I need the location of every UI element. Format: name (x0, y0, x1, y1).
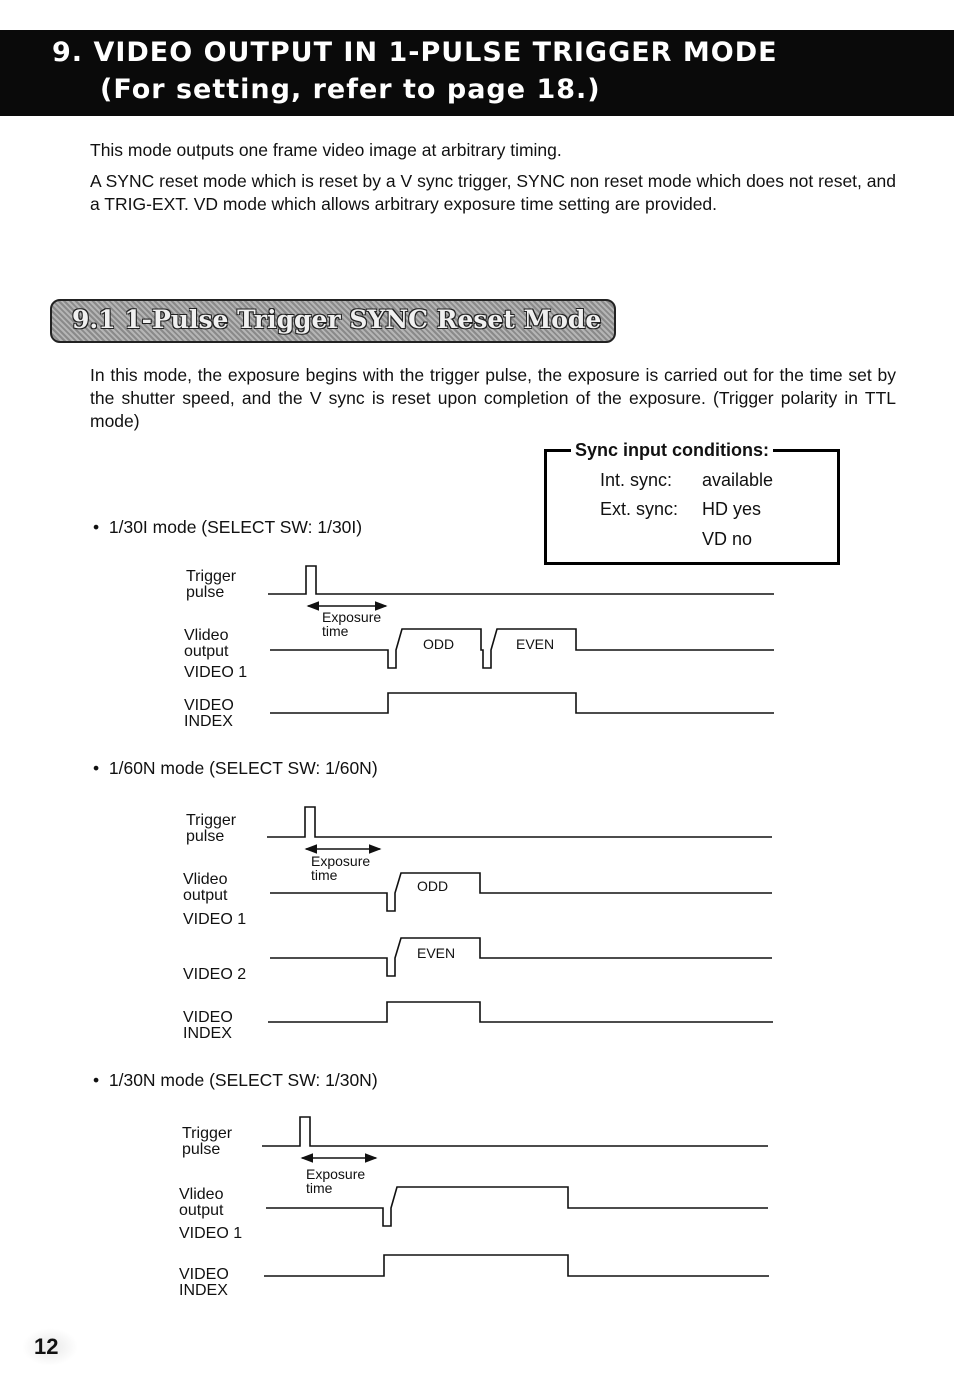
intro-paragraph-1: This mode outputs one frame video image at arbitrary timing. (90, 140, 562, 160)
bullet: • (93, 1070, 100, 1090)
signal-label: Trigger pulse (182, 1125, 233, 1158)
page-number-badge (22, 1328, 78, 1366)
diagram-1/30i (184, 566, 774, 730)
field-label-odd: ODD (423, 636, 455, 652)
field-label-even: EVEN (516, 636, 555, 652)
signal-label: VIDEO 1 (184, 664, 248, 681)
mode-3-text: 1/30N mode (SELECT SW: 1/30N) (108, 1070, 378, 1090)
section-description: In this mode, the exposure begins with the trigger pulse, the exposure is carried out for the time set by the shutter speed, and the V sync is reset upon completion of the exposure. (Trigger polarity in TTL mode) (90, 365, 896, 431)
signal-label: VIDEO 2 (183, 966, 247, 983)
trigger-pulse-waveform (262, 1117, 768, 1146)
video-index-waveform (264, 1255, 769, 1276)
signal-label: Trigger pulse (186, 568, 237, 601)
sync-conditions-header: Sync input conditions: (571, 440, 773, 461)
ext-sync-value-vd: VD no (702, 529, 753, 549)
diagram-1/60n (183, 807, 773, 1042)
ext-sync-label: Ext. sync: (600, 499, 679, 519)
signal-label: Trigger pulse (186, 812, 237, 845)
signal-label: VIDEO INDEX (183, 1009, 233, 1042)
signal-label: VIDEO 1 (179, 1225, 243, 1242)
int-sync-label: Int. sync: (600, 470, 673, 490)
video-index-waveform (268, 1002, 773, 1022)
int-sync-value: available (702, 470, 774, 490)
page-title-line2: (For setting, refer to page 18.) (100, 74, 601, 105)
page-title-line1: 9. VIDEO OUTPUT IN 1-PULSE TRIGGER MODE (52, 37, 778, 68)
ext-sync-value-hd: HD yes (702, 499, 762, 519)
signal-label: Exposure time (306, 1166, 366, 1196)
signal-label: Vlideo output (183, 871, 228, 904)
signal-label: Exposure time (322, 609, 382, 639)
video-1-waveform (270, 873, 772, 911)
page-number: 12 (34, 1334, 59, 1359)
field-label-odd: ODD (417, 878, 449, 894)
video-1-waveform (266, 1187, 768, 1226)
mode-1-text: 1/30I mode (SELECT SW: 1/30I) (108, 517, 363, 537)
signal-label: Vlideo output (184, 627, 229, 660)
mode-2-text: 1/60N mode (SELECT SW: 1/60N) (108, 758, 378, 778)
video-2-waveform (270, 938, 772, 976)
signal-label: Exposure time (311, 853, 371, 883)
trigger-pulse-waveform (268, 566, 774, 594)
diagram-1/30n (179, 1117, 769, 1299)
signal-label: VIDEO 1 (183, 911, 247, 928)
signal-label: Vlideo output (179, 1186, 224, 1219)
trigger-pulse-waveform (267, 807, 772, 837)
video-index-waveform (270, 693, 774, 713)
bullet: • (93, 517, 100, 537)
intro-paragraph-2: A SYNC reset mode which is reset by a V sync trigger, SYNC non reset mode which does not reset, and a TRIG-EXT. VD mode which allows arbitrary exposure time setting are provided. (90, 171, 896, 214)
signal-label: VIDEO INDEX (184, 697, 234, 730)
field-label-even: EVEN (417, 945, 456, 961)
signal-label: VIDEO INDEX (179, 1266, 229, 1299)
bullet: • (93, 758, 100, 778)
section-title: 9.1 1-Pulse Trigger SYNC Reset Mode (72, 305, 602, 334)
